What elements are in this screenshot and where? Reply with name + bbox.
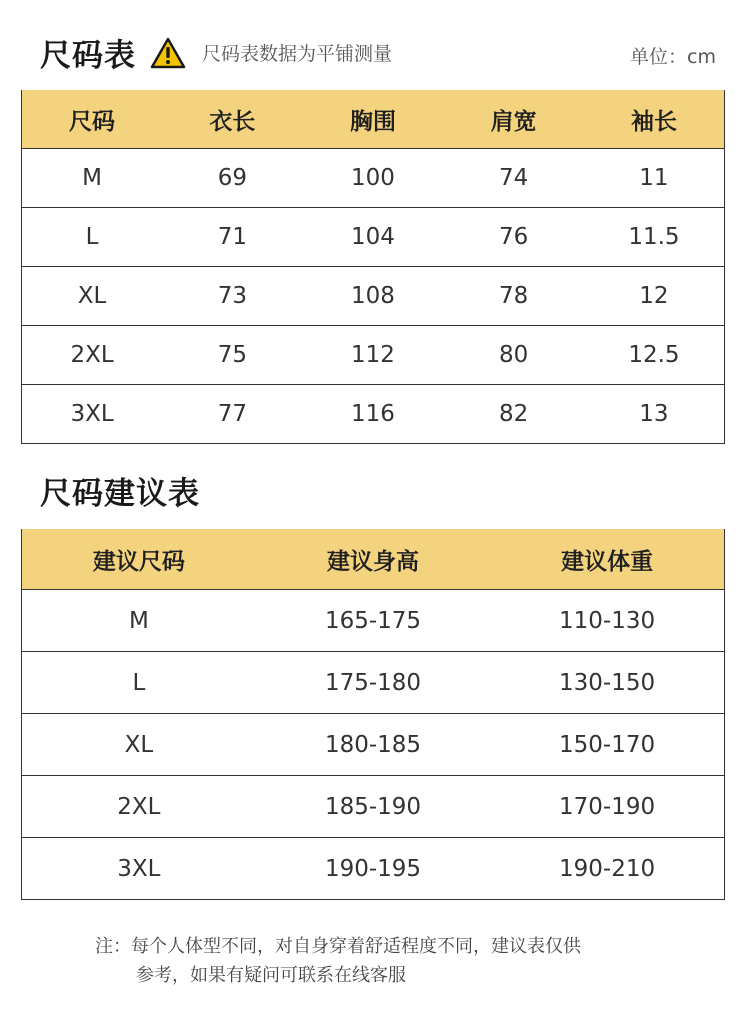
table-cell: 165-175 (256, 590, 490, 652)
table-cell: 69 (162, 149, 303, 208)
table-cell: 190-210 (490, 838, 724, 900)
table-cell: 78 (443, 267, 584, 326)
page-title: 尺码表 (40, 38, 136, 74)
table-cell: M (22, 149, 163, 208)
table-row (22, 590, 725, 652)
footnote-line-2: 参考，如果有疑问可联系在线客服 (136, 965, 406, 986)
column-header-recommended-height: 建议身高 (256, 529, 490, 590)
table-cell: 2XL (22, 776, 256, 838)
table-cell: 82 (443, 385, 584, 444)
recommend-table-header-row (22, 529, 725, 590)
table-cell: XL (22, 714, 256, 776)
column-header-sleeve: 袖长 (584, 90, 725, 149)
measurement-note: 尺码表数据为平铺测量 (202, 43, 393, 65)
table-cell: L (22, 652, 256, 714)
table-cell: 13 (584, 385, 725, 444)
table-cell: 180-185 (256, 714, 490, 776)
table-cell: 130-150 (490, 652, 724, 714)
table-cell: 76 (443, 208, 584, 267)
table-row (22, 652, 725, 714)
column-header-size: 尺码 (22, 90, 163, 149)
table-cell: 150-170 (490, 714, 724, 776)
table-cell: 190-195 (256, 838, 490, 900)
table-row (22, 838, 725, 900)
table-row (22, 267, 725, 326)
table-cell: 116 (303, 385, 444, 444)
table-row (22, 385, 725, 444)
size-table (21, 90, 725, 444)
column-header-recommended-weight: 建议体重 (490, 529, 724, 590)
table-cell: M (22, 590, 256, 652)
table-cell: 11.5 (584, 208, 725, 267)
table-row (22, 776, 725, 838)
table-cell: 80 (443, 326, 584, 385)
footnote (95, 932, 581, 990)
table-cell: 12 (584, 267, 725, 326)
table-cell: 3XL (22, 838, 256, 900)
table-cell: 11 (584, 149, 725, 208)
table-cell: 108 (303, 267, 444, 326)
table-cell: 77 (162, 385, 303, 444)
table-cell: 74 (443, 149, 584, 208)
table-cell: 3XL (22, 385, 163, 444)
table-row (22, 208, 725, 267)
footnote-line-1: 注：每个人体型不同，对自身穿着舒适程度不同，建议表仅供 (95, 936, 581, 957)
recommend-title: 尺码建议表 (40, 476, 200, 512)
table-cell: 73 (162, 267, 303, 326)
table-cell: L (22, 208, 163, 267)
table-cell: 2XL (22, 326, 163, 385)
column-header-recommended-size: 建议尺码 (22, 529, 256, 590)
column-header-shoulder: 肩宽 (443, 90, 584, 149)
warning-triangle-icon (150, 37, 186, 69)
table-cell: 75 (162, 326, 303, 385)
table-cell: 104 (303, 208, 444, 267)
table-cell: 175-180 (256, 652, 490, 714)
size-chart-heading (40, 30, 392, 75)
recommend-table (21, 529, 725, 900)
table-cell: 100 (303, 149, 444, 208)
table-row (22, 149, 725, 208)
table-row (22, 326, 725, 385)
size-table-header-row (22, 90, 725, 149)
column-header-chest: 胸围 (303, 90, 444, 149)
table-cell: 112 (303, 326, 444, 385)
table-cell: 12.5 (584, 326, 725, 385)
table-cell: 110-130 (490, 590, 724, 652)
table-cell: 185-190 (256, 776, 490, 838)
table-cell: XL (22, 267, 163, 326)
unit-label: 单位：cm (630, 46, 716, 68)
table-cell: 170-190 (490, 776, 724, 838)
table-cell: 71 (162, 208, 303, 267)
table-row (22, 714, 725, 776)
column-header-length: 衣长 (162, 90, 303, 149)
